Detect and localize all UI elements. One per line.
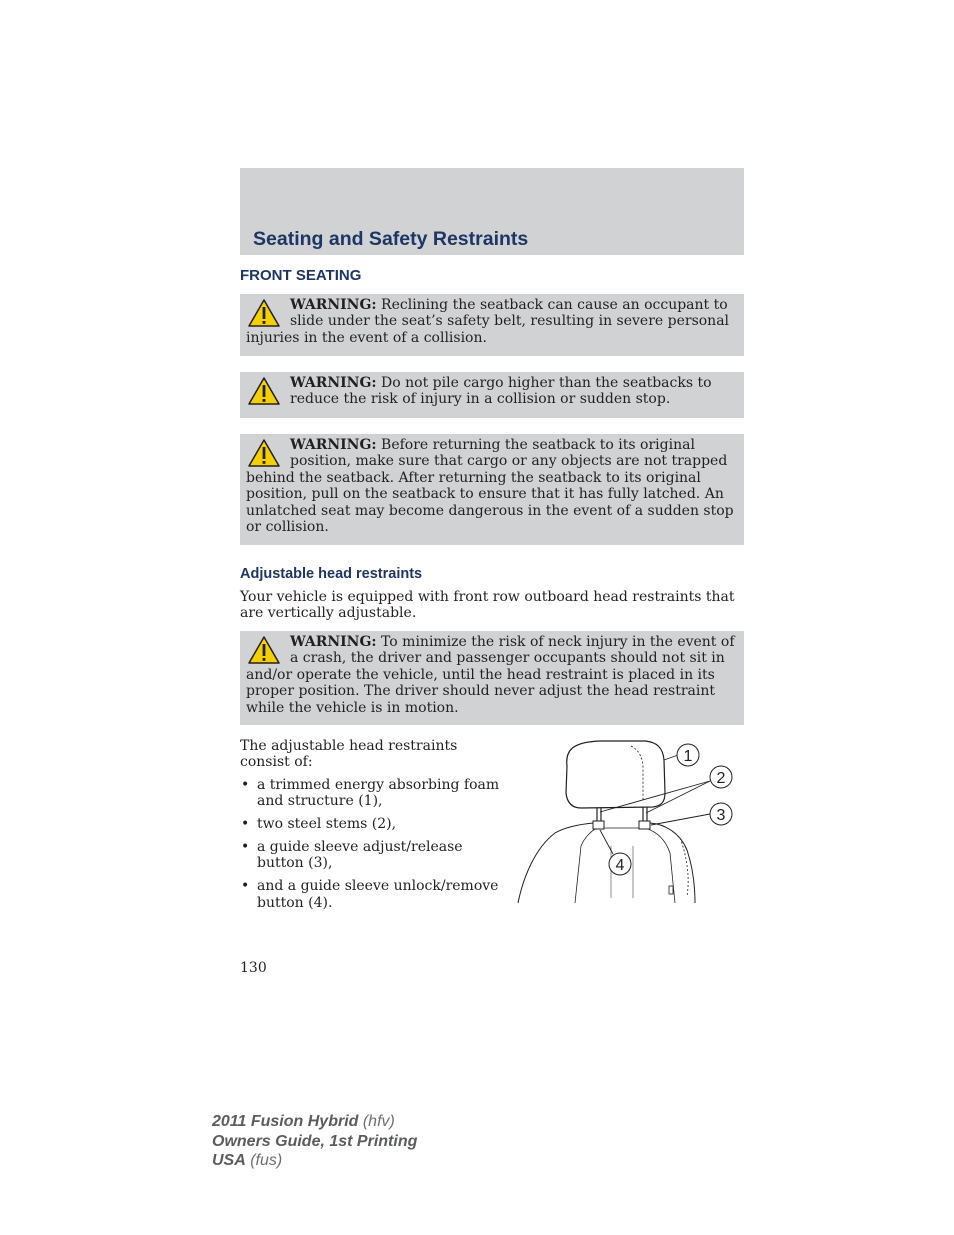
bullet: • bbox=[241, 878, 250, 895]
chapter-title: Seating and Safety Restraints bbox=[253, 228, 529, 250]
warning-text: Before returning the seatback to its original position, make sure that cargo or any objects are not trapped behind the seatback. After returning the seatback to its original position, pull on the seatback to ensure that it has fully latched. An unlatched seat may become dangerous in the event of a sudden stop or collision. bbox=[246, 437, 734, 536]
list-item-text: a guide sleeve adjust/release button (3), bbox=[257, 839, 463, 872]
callout-3: 3 bbox=[716, 807, 726, 824]
warning-box-4 bbox=[240, 631, 744, 725]
components-list bbox=[240, 738, 502, 918]
footer-guide: Owners Guide, 1st Printing bbox=[212, 1132, 418, 1150]
warning-label: WARNING: bbox=[290, 634, 377, 650]
footer-model-code: (hfv) bbox=[358, 1113, 395, 1130]
callout-1: 1 bbox=[683, 748, 693, 765]
list-item bbox=[240, 878, 502, 911]
warning-triangle-icon bbox=[247, 635, 281, 665]
bullet: • bbox=[241, 776, 250, 793]
bullet: • bbox=[241, 839, 250, 856]
subsection-title: Adjustable head restraints bbox=[240, 566, 423, 582]
warning-triangle-icon bbox=[247, 376, 281, 406]
seatback-outline bbox=[518, 823, 695, 903]
list-item-text: a trimmed energy absorbing foam and structure (1), bbox=[257, 776, 500, 810]
list-item bbox=[240, 777, 502, 810]
list-item-text: and a guide sleeve unlock/remove button (4). bbox=[257, 878, 499, 911]
callout-2: 2 bbox=[716, 770, 726, 787]
list-intro: The adjustable head restraints consist of: bbox=[240, 738, 458, 771]
warning-box-3 bbox=[240, 434, 744, 545]
section-title: FRONT SEATING bbox=[240, 267, 362, 284]
warning-text: To minimize the risk of neck injury in the event of a crash, the driver and passenger occupants should not sit in and/or operate the vehicle, until the head restraint is placed in its proper position. The driver should never adjust the head restraint while the vehicle is in motion. bbox=[246, 634, 735, 716]
warning-triangle-icon bbox=[247, 298, 281, 328]
intro-paragraph: Your vehicle is equipped with front row outboard head restraints that are vertically adjustable. bbox=[240, 589, 735, 622]
bullet: • bbox=[241, 816, 250, 833]
list-item-text: two steel stems (2), bbox=[257, 816, 397, 833]
list-item bbox=[240, 816, 502, 832]
warning-box-1 bbox=[240, 294, 744, 356]
footer-market: USA bbox=[212, 1152, 246, 1169]
footer-model: 2011 Fusion Hybrid bbox=[212, 1113, 359, 1130]
chapter-header-band bbox=[240, 168, 744, 255]
warning-label: WARNING: bbox=[290, 297, 377, 313]
warning-label: WARNING: bbox=[290, 437, 377, 453]
head-restraint-illustration bbox=[515, 738, 745, 908]
page-number: 130 bbox=[240, 960, 267, 976]
warning-box-2 bbox=[240, 372, 744, 418]
footer-market-code: (fus) bbox=[245, 1152, 283, 1169]
list-item bbox=[240, 839, 502, 872]
warning-text: Do not pile cargo higher than the seatbacks to reduce the risk of injury in a collision or sudden stop. bbox=[290, 375, 712, 408]
warning-triangle-icon bbox=[247, 438, 281, 468]
document-footer bbox=[212, 1112, 417, 1171]
callout-4: 4 bbox=[615, 857, 625, 874]
warning-text: Reclining the seatback can cause an occupant to slide under the seat’s safety belt, resulting in severe personal injuries in the event of a collision. bbox=[246, 297, 730, 346]
warning-label: WARNING: bbox=[290, 375, 377, 391]
